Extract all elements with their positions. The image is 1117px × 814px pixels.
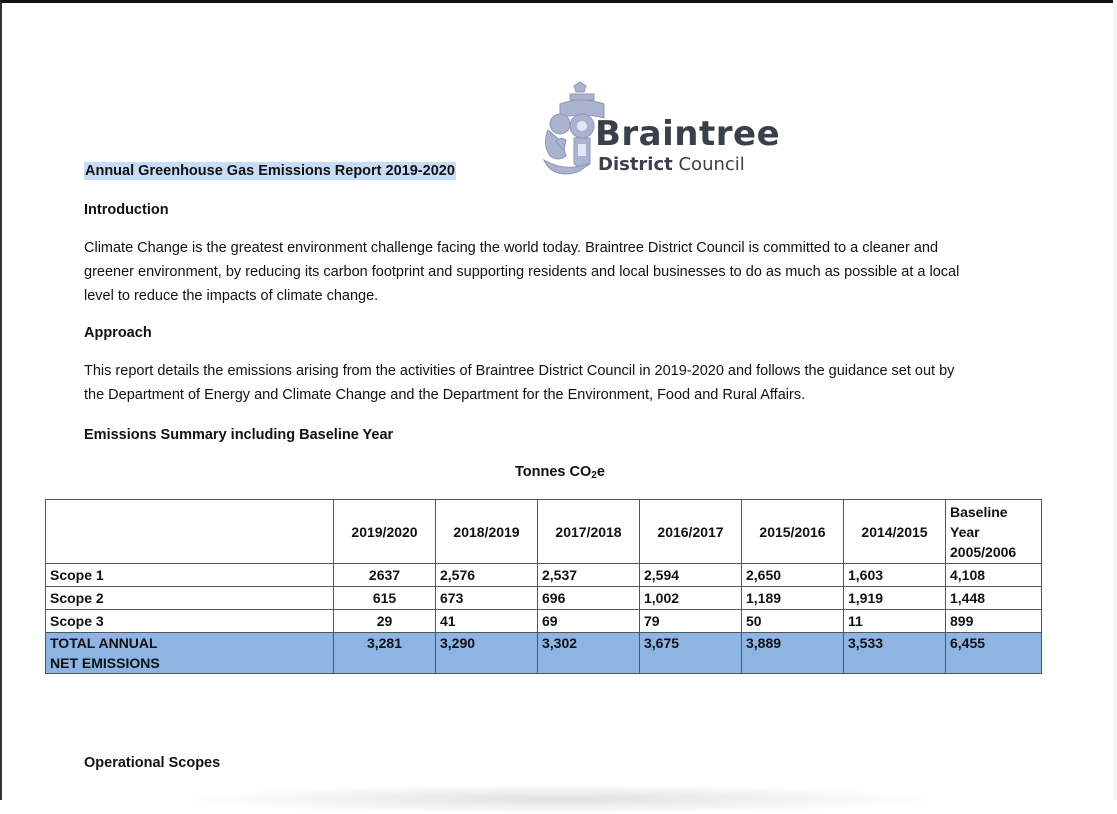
- total-cell: 3,290: [436, 633, 538, 674]
- page-shadow: [180, 784, 940, 814]
- header-cell: 2019/2020: [334, 500, 436, 564]
- report-title: Annual Greenhouse Gas Emissions Report 2019-2020: [85, 163, 455, 179]
- introduction-heading: Introduction: [84, 202, 169, 218]
- total-label-line-1: TOTAL ANNUAL: [50, 635, 158, 651]
- total-label-line-2: NET EMISSIONS: [50, 655, 160, 671]
- table-cell: 50: [742, 610, 844, 633]
- row-label: Scope 2: [46, 587, 334, 610]
- header-cell: 2018/2019: [436, 500, 538, 564]
- operational-scopes-heading: Operational Scopes: [84, 755, 221, 771]
- table-cell: 2,594: [640, 564, 742, 587]
- approach-line-2: the Department of Energy and Climate Change and the Department for the Environment, Food and Rural Affairs.: [84, 387, 806, 403]
- approach-heading: Approach: [84, 325, 152, 341]
- table-cell: 2,576: [436, 564, 538, 587]
- table-cell: 615: [334, 587, 436, 610]
- emissions-table: [45, 499, 1042, 674]
- approach-paragraph: [84, 359, 1034, 407]
- header-cell: 2015/2016: [742, 500, 844, 564]
- header-cell-empty: [46, 500, 334, 564]
- table-cell: 11: [844, 610, 946, 633]
- header-cell: 2014/2015: [844, 500, 946, 564]
- table-cell: 41: [436, 610, 538, 633]
- row-label: Scope 1: [46, 564, 334, 587]
- table-cell: 673: [436, 587, 538, 610]
- total-cell: 3,533: [844, 633, 946, 674]
- logo-subtitle: [598, 154, 745, 175]
- table-cell: 899: [946, 610, 1042, 633]
- table-cell: 1,448: [946, 587, 1042, 610]
- table-cell: 1,603: [844, 564, 946, 587]
- total-cell: 3,281: [334, 633, 436, 674]
- total-cell: 3,302: [538, 633, 640, 674]
- total-label: [46, 633, 334, 674]
- unit-tail: e: [596, 464, 605, 480]
- introduction-line-2: greener environment, by reducing its carbon footprint and supporting residents and local businesses to do as much as possible at a local: [84, 264, 960, 280]
- table-cell: 69: [538, 610, 640, 633]
- row-label: Scope 3: [46, 610, 334, 633]
- approach-line-1: This report details the emissions arising from the activities of Braintree District Council in 2019-2020 and follows the guidance set out by: [84, 363, 955, 379]
- table-cell: 1,189: [742, 587, 844, 610]
- table-cell: 4,108: [946, 564, 1042, 587]
- header-cell: 2017/2018: [538, 500, 640, 564]
- logo-title: Braintree: [595, 114, 781, 154]
- introduction-line-3: level to reduce the impacts of climate change.: [84, 288, 379, 304]
- braintree-logo: [540, 80, 780, 178]
- table-cell: 29: [334, 610, 436, 633]
- table-row: [46, 610, 1042, 633]
- baseline-line-2: Year: [950, 524, 980, 540]
- summary-heading: Emissions Summary including Baseline Year: [84, 427, 394, 443]
- table-cell: 79: [640, 610, 742, 633]
- header-cell-baseline: [946, 500, 1042, 564]
- unit-main: Tonnes CO: [515, 464, 592, 480]
- table-row: [46, 587, 1042, 610]
- table-cell: 2,537: [538, 564, 640, 587]
- table-cell: 2,650: [742, 564, 844, 587]
- unit-subscript: 2: [591, 470, 597, 481]
- table-cell: 1,002: [640, 587, 742, 610]
- baseline-line-3: 2005/2006: [950, 544, 1017, 560]
- table-cell: 1,919: [844, 587, 946, 610]
- table-row: [46, 564, 1042, 587]
- total-cell: 6,455: [946, 633, 1042, 674]
- table-header-row: [46, 500, 1042, 564]
- introduction-paragraph: [84, 236, 1034, 308]
- logo-subtitle-rest: Council: [672, 154, 745, 175]
- total-cell: 3,889: [742, 633, 844, 674]
- logo-subtitle-bold: District: [598, 154, 673, 175]
- total-cell: 3,675: [640, 633, 742, 674]
- table-cell: 696: [538, 587, 640, 610]
- table-unit-label: [515, 464, 605, 481]
- total-row: [46, 633, 1042, 674]
- table-cell: 2637: [334, 564, 436, 587]
- baseline-line-1: Baseline: [950, 504, 1008, 520]
- introduction-line-1: Climate Change is the greatest environment challenge facing the world today. Braintree District Council is committed to a cleaner and: [84, 240, 939, 256]
- header-cell: 2016/2017: [640, 500, 742, 564]
